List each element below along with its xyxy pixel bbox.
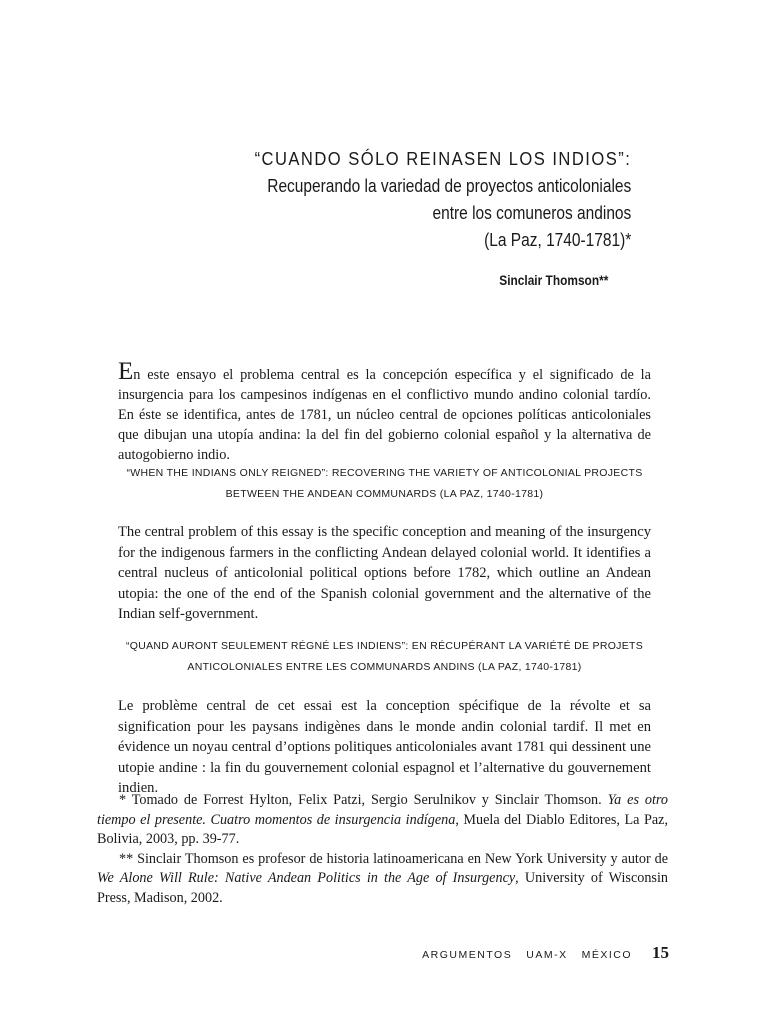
page-number: 15 [652, 943, 669, 962]
title-line-4: (La Paz, 1740-1781)* [483, 230, 631, 250]
footnote-2-book-title: We Alone Will Rule: Native Andean Politics in the Age of Insurgency [97, 870, 516, 886]
footnote-1 [97, 791, 668, 850]
drop-cap: E [118, 358, 134, 385]
title-line-3: entre los comuneros andinos [432, 203, 631, 223]
institution-name: UAM-X [526, 949, 568, 961]
abstract-english-title [118, 463, 651, 505]
abstract-french-title-line-1: “QUAND AURONT SEULEMENT RÉGNÉ LES INDIENS”: EN RÉCUPÉRANT LA VARIÉTÉ DE PROJETS [125, 640, 644, 652]
title-line-1: “CUANDO SÓLO REINASEN LOS INDIOS”: [254, 149, 631, 169]
abstract-english-title-line-1: “WHEN THE INDIANS ONLY REIGNED”: RECOVERING THE VARIETY OF ANTICOLONIAL PROJECTS [126, 467, 643, 479]
footnotes [97, 791, 668, 908]
page-footer [422, 943, 669, 963]
journal-name: ARGUMENTOS [422, 949, 513, 961]
abstract-spanish [118, 358, 651, 465]
country-name: MÉXICO [581, 949, 632, 961]
footnote-1-book-title: Ya es otro tiempo el presente. Cuatro momentos de insurgencia indígena [97, 792, 668, 828]
title-line-2: Recuperando la variedad de proyectos anticoloniales [266, 176, 631, 196]
footnote-2-text: ** Sinclair Thomson es profesor de historia latinoamericana en New York University y autor de [119, 850, 668, 867]
abstract-french-title-line-2: ANTICOLONIALES ENTRE LES COMMUNARDS ANDINS (LA PAZ, 1740-1781) [187, 661, 582, 673]
abstract-english-title-line-2: BETWEEN THE ANDEAN COMMUNARDS (LA PAZ, 1740-1781) [225, 488, 544, 500]
footnote-1-publisher: , Muela del Diablo Editores, La Paz, Bolivia, 2003, pp. 39-77. [97, 811, 669, 847]
author-name: Sinclair Thomson** [498, 272, 608, 288]
footnote-1-text: * Tomado de Forrest Hylton, Felix Patzi, Sergio Serulnikov y Sinclair Thomson. [119, 792, 608, 808]
abstract-spanish-text: n este ensayo el problema central es la concepción específica y el significado de la insurgencia para los campesinos indígenas en el conflictivo mundo andino colonial tardío. En éste se identifica, antes de 1781, un núcleo central de opciones políticas anticoloniales que dibujan una utopía andina: la del fin del gobierno colonial español y la alternativa de autogobierno indio. [118, 367, 651, 463]
abstract-french: Le problème central de cet essai est la conception spécifique de la révolte et sa signification pour les paysans indigènes dans le monde andin colonial tardif. Il met en évidence un noyau central d’options politiques anticoloniales avant 1781 qui dessinent une utopie andine : la fin du gouvernement colonial espagnol et l’alternative du gouvernement indien. [118, 698, 651, 796]
abstract-english: The central problem of this essay is the specific conception and meaning of the insurgency for the indigenous farmers in the conflicting Andean delayed colonial world. It identifies a central nucleus of anticolonial political options before 1782, which outline an Andean utopia: the one of the end of the Spanish colonial government and the alternative of the Indian self-government. [118, 524, 651, 622]
footnote-2-publisher: , University of Wisconsin Press, Madison, 2002. [97, 870, 668, 906]
article-title [208, 145, 631, 254]
footnote-2 [97, 850, 668, 909]
abstract-french-title [118, 636, 651, 678]
